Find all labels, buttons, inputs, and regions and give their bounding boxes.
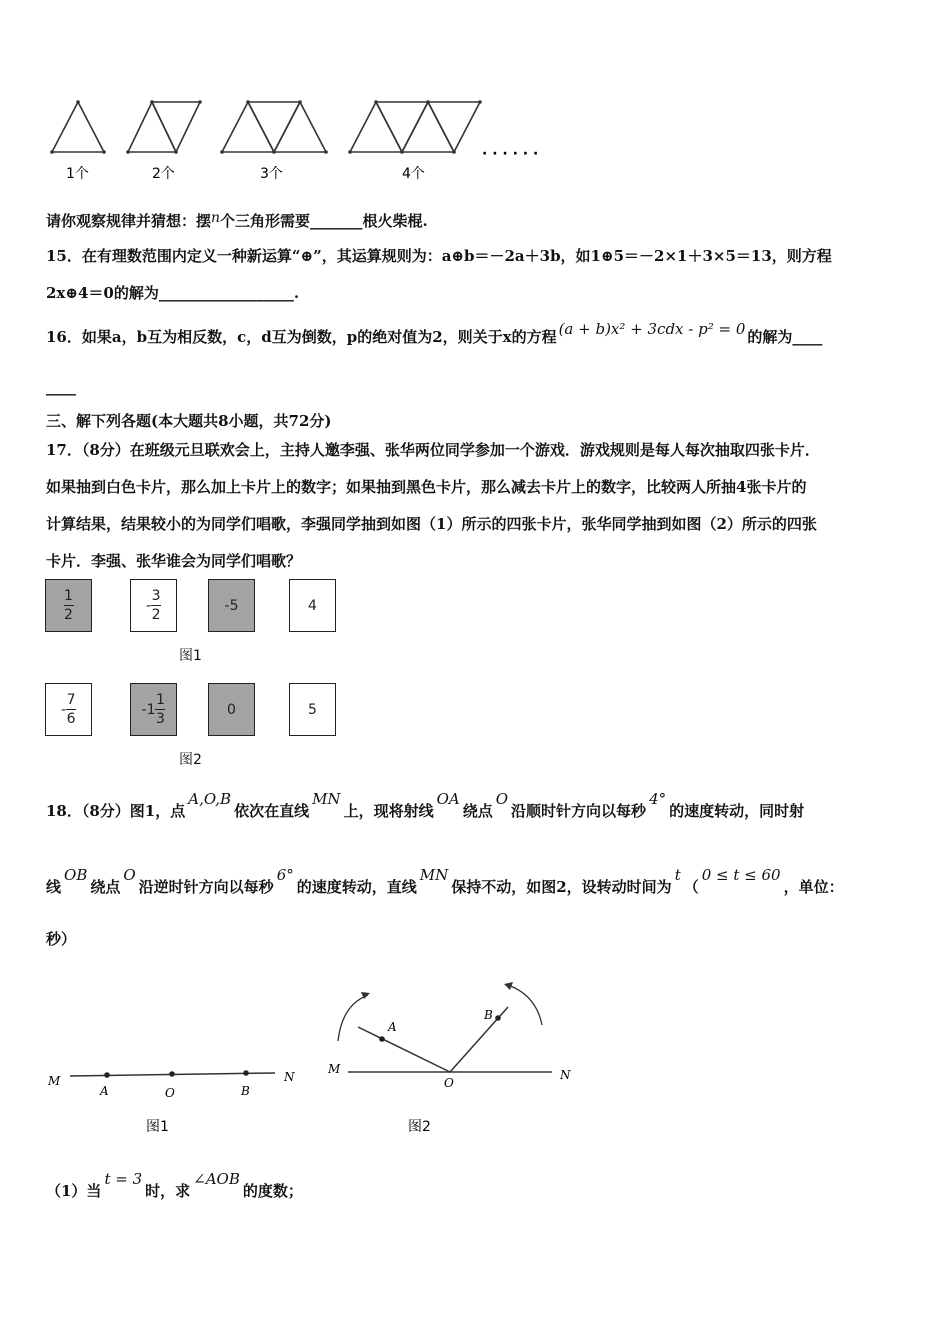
fig2-card-4: 5	[289, 683, 336, 736]
q16-line-1: 16．如果a，b互为相反数，c，d互为倒数，p的绝对值为2，则关于x的方程 (a + b)x² + 3cdx - p² = 0 的解为____	[46, 320, 823, 346]
q18-fig1	[40, 1055, 320, 1145]
triangle-group-2-a	[128, 102, 176, 152]
fig2-label-B: B	[484, 1008, 493, 1022]
q18-sub1: （1）当t = 3时，求∠AOB的度数；	[46, 1170, 303, 1200]
q16-line-2: ____	[46, 378, 76, 396]
triangle-group-4-d	[428, 102, 480, 152]
q15-line-2: 2x⊕4＝0的解为__________________.	[46, 284, 300, 302]
triangle-group-3-a	[222, 102, 274, 152]
triangle-label-1: 1个	[66, 166, 89, 182]
fig1-card-4: 4	[289, 579, 336, 632]
triangle-label-3: 3个	[260, 166, 283, 182]
q18-line-1: 18．（8分）图1，点A,O,B依次在直线MN上，现将射线OA绕点O沿顺时针方向以每秒4°的速度转动，同时射	[46, 790, 805, 820]
q17-line-4: 卡片．李强、张华谁会为同学们唱歌？	[46, 552, 302, 570]
q14-line: 请你观察规律并猜想：摆n个三角形需要_______根火柴棍.	[46, 210, 428, 230]
fig1-caption-q18: 图1	[146, 1119, 169, 1135]
fig1-label-N: N	[284, 1070, 295, 1084]
triangle-label-4: 4个	[402, 166, 425, 182]
fig2-label-A: A	[388, 1020, 397, 1034]
triangle-label-2: 2个	[152, 166, 175, 182]
var-n: n	[211, 210, 221, 226]
q17-line-1: 17．（8分）在班级元旦联欢会上，主持人邀李强、张华两位同学参加一个游戏．游戏规则是每人每次抽取四张卡片．	[46, 441, 820, 459]
triangle-group-4-b	[376, 102, 428, 152]
q15-line-1: 15．在有理数范围内定义一种新运算“⊕”，其运算规则为：a⊕b＝－2a＋3b，如1⊕5＝－2×1＋3×5＝13，则方程	[46, 247, 832, 265]
triangle-group-1	[52, 102, 104, 152]
continuation-dots: · · · · · ·	[482, 146, 539, 162]
q17-line-3: 计算结果，结果较小的为同学们唱歌，李强同学抽到如图（1）所示的四张卡片，张华同学抽到如图（2）所示的四张	[46, 515, 817, 533]
triangle-group-3-c	[274, 102, 326, 152]
triangle-group-4-c	[402, 102, 454, 152]
fig2-card-1: - $\frac{7}{6}$	[45, 683, 92, 736]
section-heading: 三、解下列各题(本大题共8小题，共72分)	[46, 412, 332, 430]
fig2-caption-q18: 图2	[408, 1119, 431, 1135]
fig1-card-1: $\frac{1}{2}$	[45, 579, 92, 632]
fig2-label-M: M	[328, 1062, 341, 1076]
fig2-card-3: 0	[208, 683, 255, 736]
triangle-group-2-b	[152, 102, 200, 152]
fig2-label-O: O	[444, 1076, 454, 1090]
q16-equation: (a + b)x² + 3cdx - p² = 0	[558, 320, 746, 338]
q18-line-3: 秒）	[46, 930, 77, 948]
q18-line-2: 线OB绕点O沿逆时针方向以每秒6°的速度转动，直线MN保持不动，如图2，设转动时间为t（0 ≤ t ≤ 60，单位：	[46, 866, 844, 896]
q18-fig2	[320, 975, 590, 1145]
fig1-card-2: - $\frac{3}{2}$	[130, 579, 177, 632]
clockwise-arrow	[338, 995, 368, 1041]
fig1-label-A: A	[100, 1084, 109, 1098]
ray-OA	[358, 1027, 450, 1072]
fig2-caption: 图2	[179, 752, 202, 768]
q17-line-2: 如果抽到白色卡片，那么加上卡片上的数字；如果抽到黑色卡片，那么减去卡片上的数字，比较两人所抽4张卡片的	[46, 478, 807, 496]
fig1-card-3: -5	[208, 579, 255, 632]
triangle-group-4-a	[350, 102, 402, 152]
counterclockwise-arrow	[508, 985, 542, 1025]
fig1-label-M: M	[48, 1074, 61, 1088]
fig2-card-2: - 1 $\frac{1}{3}$	[130, 683, 177, 736]
triangle-group-3-b	[248, 102, 300, 152]
fig1-label-B: B	[241, 1084, 250, 1098]
fig1-caption: 图1	[179, 648, 202, 664]
fig1-label-O: O	[165, 1086, 175, 1100]
fig2-label-N: N	[560, 1068, 571, 1082]
triangle-pattern-figure	[40, 90, 600, 190]
